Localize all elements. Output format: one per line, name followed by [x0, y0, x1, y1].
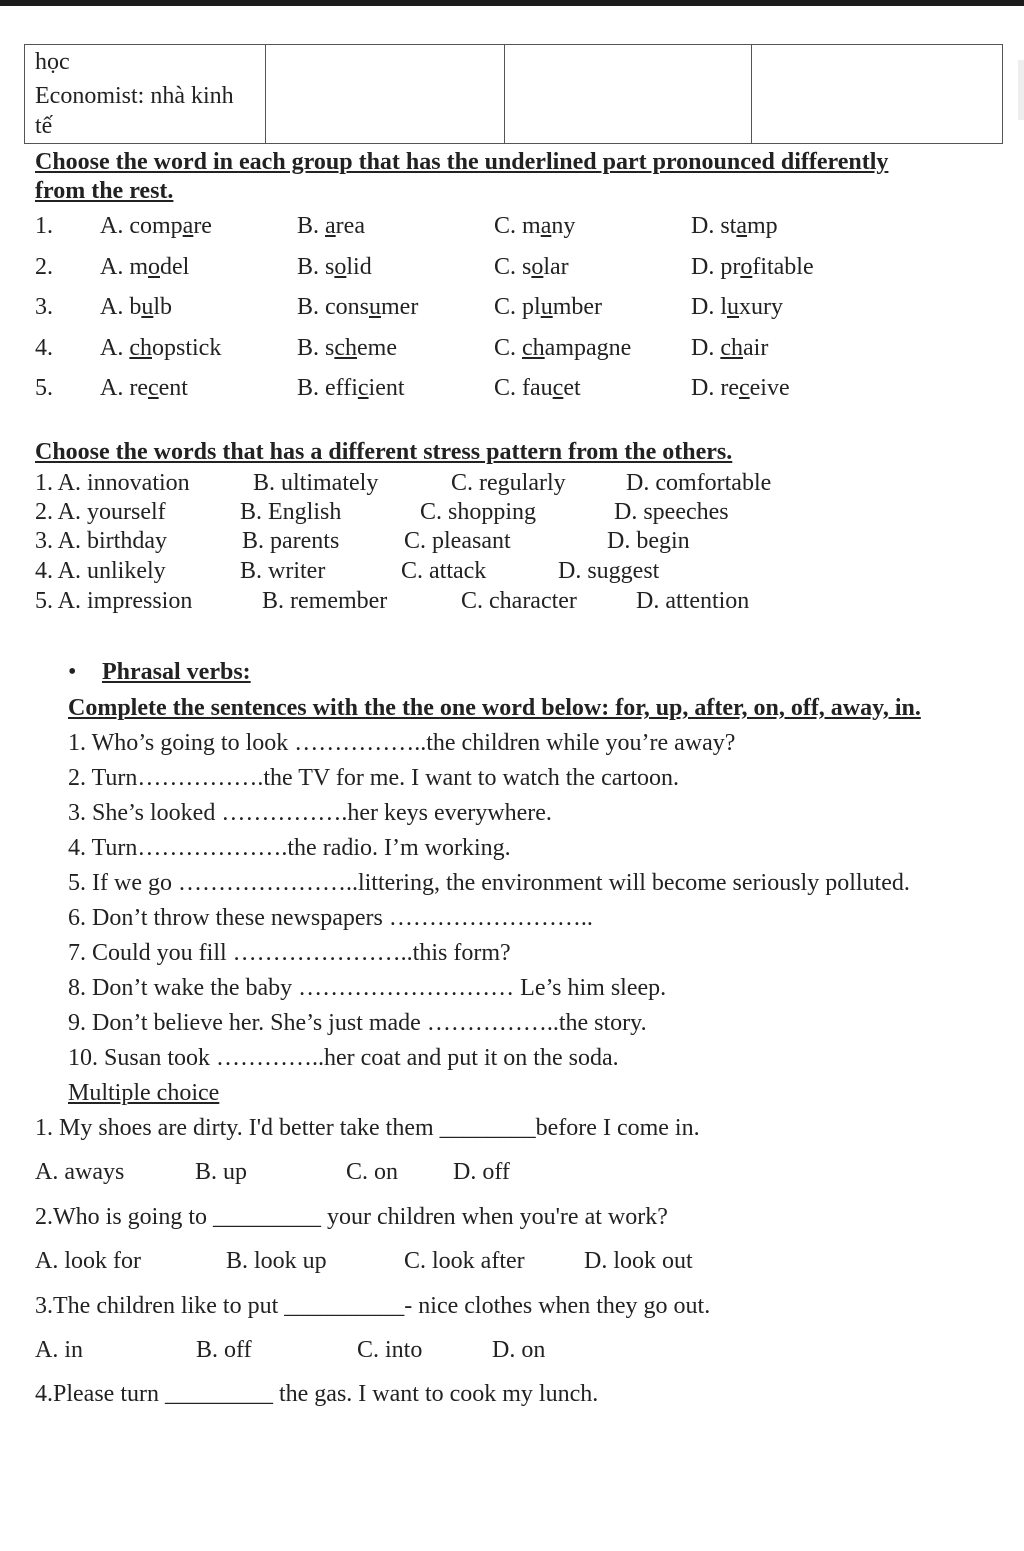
stress-option: C. attack [401, 558, 487, 584]
stress-option: 1. A. innovation [35, 470, 190, 496]
stress-option: B. English [240, 499, 342, 525]
underlined-part: a [736, 213, 747, 239]
option-text: A. comp [100, 213, 183, 239]
answer-option [494, 253, 569, 281]
stress-option: C. pleasant [404, 528, 511, 554]
mc-question-4 [35, 1380, 598, 1408]
mc-option: C. on [346, 1159, 399, 1185]
table-cell [25, 45, 266, 144]
q1-blank: ________ [439, 1115, 536, 1141]
answer-option [297, 293, 418, 321]
underlined-part: o [531, 254, 544, 280]
option-text: B. [297, 213, 326, 239]
phrasal-sentence: 9. Don’t believe her. She’s just made ……………..the story. [68, 1010, 647, 1036]
option-text-end: mber [552, 294, 602, 320]
q2-blank: _________ [213, 1204, 321, 1230]
option-text-end: opstick [152, 335, 222, 361]
phrasal-sentence: 4. Turn……………….the radio. I’m working. [68, 835, 511, 861]
option-text: B. cons [297, 294, 369, 320]
stress-option: D. attention [636, 588, 750, 614]
option-text-end: del [160, 254, 190, 280]
option-text: A. re [100, 375, 148, 401]
stress-option: D. comfortable [626, 470, 772, 496]
mc-question-3 [35, 1292, 710, 1320]
q2-text: 2.Who is going to [35, 1204, 213, 1230]
option-text-end: mp [747, 213, 778, 239]
option-text: A. m [100, 254, 148, 280]
stress-option: D. begin [607, 528, 690, 554]
question-number: 1. [35, 213, 53, 239]
stress-option: B. parents [242, 528, 340, 554]
underlined-part: c [738, 375, 750, 401]
phrasal-sentence: 7. Could you fill …………………..this form? [68, 940, 511, 966]
option-text-end: air [743, 335, 769, 361]
option-text-end: fitable [752, 254, 814, 280]
option-text: D. re [691, 375, 739, 401]
underlined-part: ch [334, 335, 358, 361]
mc-option: D. on [492, 1337, 546, 1363]
option-text-end: ient [368, 375, 405, 401]
q4-text-end: the gas. I want to cook my lunch. [272, 1381, 599, 1407]
phrasal-sentence: 2. Turn…………….the TV for me. I want to watch the cartoon. [68, 765, 680, 791]
underlined-part: u [369, 294, 381, 320]
stress-option: C. character [461, 588, 577, 614]
option-text: C. m [494, 213, 541, 239]
answer-option [494, 212, 575, 240]
option-text-end: ampagne [544, 335, 632, 361]
option-text-end: eive [749, 375, 790, 401]
stress-option: B. ultimately [253, 470, 379, 496]
phrasal-sentence: 3. She’s looked …………….her keys everywhere. [68, 800, 552, 826]
phrasal-sentence: 10. Susan took …………..her coat and put it on the soda. [68, 1045, 619, 1071]
stress-option: C. regularly [451, 470, 566, 496]
question-number: 4. [35, 335, 53, 361]
mc-option: B. up [195, 1159, 248, 1185]
option-text: C. s [494, 254, 532, 280]
multiple-choice-heading: Multiple choice [68, 1080, 220, 1106]
answer-option [297, 253, 372, 281]
phrasal-sentence: 5. If we go …………………..littering, the environment will become seriously polluted. [68, 870, 910, 896]
answer-option [691, 293, 783, 321]
option-text-end: eme [357, 335, 397, 361]
option-text-end: ny [551, 213, 576, 239]
option-text: C. fau [494, 375, 553, 401]
option-text-end: lid [346, 254, 372, 280]
underlined-part: o [740, 254, 753, 280]
option-text-end: lb [153, 294, 173, 320]
answer-option [100, 212, 212, 240]
mc-option: D. off [453, 1159, 510, 1185]
option-text: B. s [297, 335, 335, 361]
question-number: 5. [35, 375, 53, 401]
top-bar [0, 0, 1024, 6]
mc-option: B. off [196, 1337, 252, 1363]
option-text-end: xury [739, 294, 783, 320]
table-line: Economist: nhà kinh [35, 83, 234, 109]
question-number: 2. [35, 254, 53, 280]
option-text: A. [100, 335, 130, 361]
answer-option [100, 293, 172, 321]
underlined-part: a [182, 213, 194, 239]
answer-option [494, 334, 631, 362]
q1-text: 1. My shoes are dirty. I'd better take them [35, 1115, 440, 1141]
option-text: B. effi [297, 375, 358, 401]
answer-option [691, 334, 768, 362]
mc-option: A. aways [35, 1159, 125, 1185]
stress-option: 3. A. birthday [35, 528, 167, 554]
answer-option [297, 212, 365, 240]
mc-question-2 [35, 1203, 668, 1231]
option-text-end: re [193, 213, 212, 239]
answer-option [100, 334, 221, 362]
table-line: học [35, 49, 70, 75]
stress-option: B. writer [240, 558, 326, 584]
underlined-part: a [540, 213, 552, 239]
q3-blank: __________ [284, 1293, 405, 1319]
underlined-part: ch [129, 335, 152, 361]
underlined-part: c [357, 375, 369, 401]
mc-option: C. into [357, 1337, 423, 1363]
q3-text: 3.The children like to put [35, 1293, 285, 1319]
option-text-end: mer [381, 294, 419, 320]
phrasal-verbs-instruction: Complete the sentences with the the one word below: for, up, after, on, off, away, in. [68, 695, 921, 721]
option-text: D. pr [691, 254, 741, 280]
underlined-part: u [540, 294, 553, 320]
section1-title-cont: from the rest. [35, 178, 174, 204]
question-number: 3. [35, 294, 53, 320]
answer-option [494, 293, 602, 321]
section1-title: Choose the word in each group that has the underlined part pronounced differently [35, 149, 889, 175]
q2-text-end: your children when you're at work? [321, 1204, 668, 1230]
table-cell [266, 45, 505, 144]
option-text: C. pl [494, 294, 541, 320]
underlined-part: o [148, 254, 160, 280]
underlined-part: ch [720, 335, 743, 361]
q3-text-end: - nice clothes when they go out. [404, 1293, 711, 1319]
answer-option [691, 253, 814, 281]
stress-option: 5. A. impression [35, 588, 193, 614]
table-cell [752, 45, 1003, 144]
option-text: D. st [691, 213, 737, 239]
answer-option [100, 374, 188, 402]
option-text-end: et [563, 375, 581, 401]
table-cell [505, 45, 752, 144]
underlined-part: u [141, 294, 154, 320]
phrasal-sentence: 8. Don’t wake the baby ……………………… Le’s him sleep. [68, 975, 667, 1001]
mc-option: A. in [35, 1337, 83, 1363]
option-text-end: ent [158, 375, 188, 401]
q4-text: 4.Please turn [35, 1381, 165, 1407]
answer-option [691, 374, 790, 402]
underlined-part: c [147, 375, 159, 401]
bullet: • [68, 659, 77, 685]
answer-option [297, 334, 397, 362]
underlined-part: o [334, 254, 347, 280]
mc-question-1 [35, 1114, 700, 1142]
q4-blank: _________ [164, 1381, 273, 1407]
underlined-part: ch [522, 335, 545, 361]
mc-option: B. look up [226, 1248, 327, 1274]
underlined-part: a [325, 213, 336, 239]
answer-option [297, 374, 405, 402]
phrasal-sentence: 6. Don’t throw these newspapers …………………….. [68, 905, 593, 931]
q1-text-end: before I come in. [535, 1115, 700, 1141]
option-text: D. l [691, 294, 727, 320]
scrollbar[interactable] [1018, 60, 1024, 120]
vocabulary-table [24, 44, 1003, 144]
stress-option: 4. A. unlikely [35, 558, 166, 584]
stress-option: C. shopping [420, 499, 537, 525]
mc-option: C. look after [404, 1248, 525, 1274]
stress-option: 2. A. yourself [35, 499, 166, 525]
phrasal-verbs-heading: Phrasal verbs: [102, 659, 251, 685]
mc-option: D. look out [584, 1248, 693, 1274]
answer-option [691, 212, 778, 240]
option-text: C. [494, 335, 523, 361]
answer-option [100, 253, 189, 281]
table-line: tế [35, 113, 53, 139]
option-text-end: lar [543, 254, 569, 280]
option-text: D. [691, 335, 721, 361]
underlined-part: c [552, 375, 564, 401]
section2-title: Choose the words that has a different stress pattern from the others. [35, 439, 733, 465]
mc-option: A. look for [35, 1248, 141, 1274]
option-text: A. b [100, 294, 142, 320]
underlined-part: u [727, 294, 739, 320]
stress-option: B. remember [262, 588, 388, 614]
option-text-end: rea [335, 213, 365, 239]
stress-option: D. suggest [558, 558, 660, 584]
option-text: B. s [297, 254, 335, 280]
stress-option: D. speeches [614, 499, 729, 525]
answer-option [494, 374, 581, 402]
phrasal-sentence: 1. Who’s going to look ……………..the children while you’re away? [68, 730, 736, 756]
